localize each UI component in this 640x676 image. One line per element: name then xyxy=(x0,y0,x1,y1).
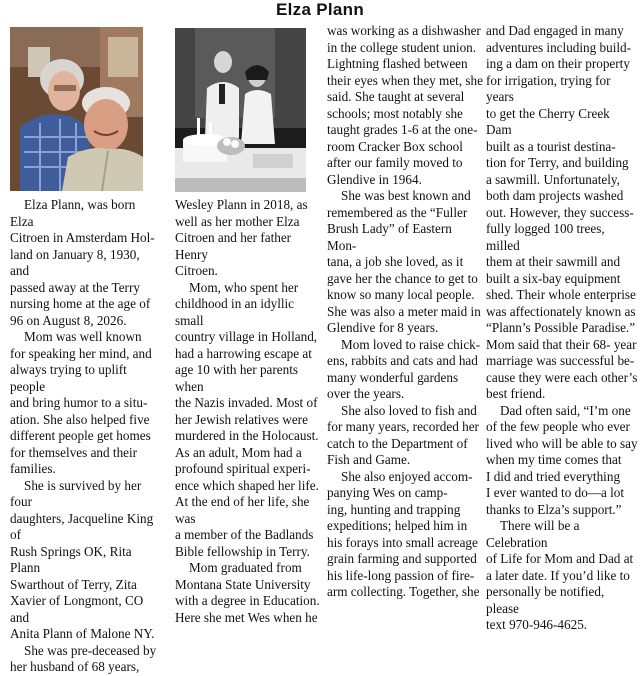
text-line: was affectionately known as xyxy=(486,303,636,319)
text-line: for irrigation, trying for years xyxy=(486,72,611,104)
text-line: lived who will be able to say xyxy=(486,435,638,451)
text-line: remembered as the “Fuller xyxy=(327,204,468,220)
text-line: a sawmill. Unfortunately, xyxy=(486,171,620,187)
text-line: adventures including build- xyxy=(486,39,632,55)
text-line: Mom graduated from xyxy=(189,560,302,575)
text-line: always trying to uplift people xyxy=(10,362,127,394)
text-line: She was also a meter maid in xyxy=(327,303,481,319)
text-line: daughters, Jacqueline King of xyxy=(10,510,154,542)
text-line: country village in Holland, xyxy=(175,329,318,344)
text-line: nursing home at the age of xyxy=(10,296,151,311)
text-line: built a six-bay equipment xyxy=(486,270,621,286)
text-line: She was pre-deceased by xyxy=(24,642,157,658)
text-line: different people get homes xyxy=(10,428,151,443)
text-line: for themselves and their xyxy=(10,444,138,460)
text-line: Citroen. xyxy=(175,263,218,278)
portrait-photo-icon xyxy=(10,27,143,191)
text-line: ing, hunting and trapping xyxy=(327,501,461,517)
text-line: Here she met Wes when he xyxy=(175,609,318,625)
text-line: and bring humor to a situ- xyxy=(10,395,148,410)
text-line: “Plann’s Possible Paradise.” xyxy=(486,320,636,335)
text-line: after our family moved to xyxy=(327,155,463,170)
text-line: Glendive in 1964. xyxy=(327,171,422,187)
text-line: text 970-946-4625. xyxy=(486,617,588,632)
text-line: She is survived by her four xyxy=(10,477,142,509)
text-line: Bible fellowship in Terry. xyxy=(175,543,310,559)
text-line: age 10 with her parents when xyxy=(175,362,299,394)
text-line: Mom was well known xyxy=(24,329,142,344)
text-line: 96 on August 8, 2026. xyxy=(10,312,127,328)
text-line: Fish and Game. xyxy=(327,452,411,467)
text-line: expeditions; helped him in xyxy=(327,518,468,533)
text-line: in the college student union. xyxy=(327,39,477,55)
text-line: She also enjoyed accom- xyxy=(341,468,473,484)
text-line: for many years, recorded her xyxy=(327,419,479,434)
text-line: them at their sawmill and xyxy=(486,254,621,269)
text-line: out. However, they success- xyxy=(486,204,634,220)
text-line: Mom said that their 68- year xyxy=(486,336,637,352)
text-line: for speaking her mind, and xyxy=(10,345,152,361)
text-line: of Life for Mom and Dad at xyxy=(486,551,634,566)
text-line: tion for Terry, and building xyxy=(486,155,629,170)
text-line: ation. She also helped five xyxy=(10,411,150,427)
photo-wedding-black-white xyxy=(175,28,306,192)
text-line: She also loved to fish and xyxy=(341,402,477,418)
text-line: land on January 8, 1930, and xyxy=(10,246,140,278)
text-line: Elza Plann, was born Elza xyxy=(10,197,136,229)
text-line: Xavier of Longmont, CO and xyxy=(10,593,144,625)
text-line: Citroen in Amsterdam Hol- xyxy=(10,230,155,245)
text-line: tana, a job she loved, as it xyxy=(327,254,464,269)
article-column-1 xyxy=(10,197,160,676)
text-line: with a degree in Education. xyxy=(175,593,320,608)
text-line: Montana State University xyxy=(175,576,311,592)
text-line: had a harrowing escape at xyxy=(175,345,312,361)
text-line: passed away at the Terry xyxy=(10,279,140,295)
text-line: There will be a Celebration xyxy=(486,518,580,550)
text-line: Lightning flashed between xyxy=(327,56,468,71)
text-line: I ever wanted to do—a lot xyxy=(486,485,625,500)
text-line: Anita Plann of Malone NY. xyxy=(10,626,155,641)
text-line: of the few people who ever xyxy=(486,419,630,434)
text-line: many wonderful gardens xyxy=(327,369,459,385)
text-line: was working as a dishwasher xyxy=(327,23,481,38)
text-line: Wesley Plann in 2018, as xyxy=(175,197,308,212)
article-column-3 xyxy=(327,23,483,601)
text-line: know so many local people. xyxy=(327,287,475,302)
text-line: shed. Their whole enterprise xyxy=(486,287,636,302)
text-line: fully logged 100 trees, milled xyxy=(486,221,605,253)
text-line: when my time comes that xyxy=(486,452,622,467)
text-line: She was best known and xyxy=(341,188,471,203)
text-line: Citroen and her father Henry xyxy=(175,230,292,262)
article-column-4 xyxy=(486,23,638,634)
text-line: marriage was successful be- xyxy=(486,353,635,368)
text-line: Brush Lady” of Eastern Mon- xyxy=(327,221,452,253)
text-line: to get the Cherry Creek Dam xyxy=(486,105,610,137)
text-line: and Dad engaged in many xyxy=(486,23,624,38)
text-line: taught grades 1-6 at the one- xyxy=(327,122,478,137)
text-line: Glendive for 8 years. xyxy=(327,320,439,335)
obituary-title: Elza Plann xyxy=(275,0,365,19)
text-line: schools; most notably she xyxy=(327,105,463,121)
text-line: Swarthout of Terry, Zita xyxy=(10,576,137,592)
text-line: their eyes when they met, she xyxy=(327,72,484,88)
text-line: both dam projects washed xyxy=(486,188,624,203)
text-line: a member of the Badlands xyxy=(175,527,314,542)
text-line: ing a dam on their property xyxy=(486,56,630,71)
article-column-2 xyxy=(175,197,325,626)
text-line: best friend. xyxy=(486,386,546,401)
text-line: Mom, who spent her xyxy=(189,279,299,295)
text-line: his forays into small acreage xyxy=(327,534,478,550)
text-line: her husband of 68 years, xyxy=(10,659,140,674)
text-line: over the years. xyxy=(327,386,405,401)
text-line: his life-long passion of fire- xyxy=(327,567,475,583)
text-line: personally be notified, please xyxy=(486,584,605,616)
wedding-photo-icon xyxy=(175,28,306,192)
text-line: Mom loved to raise chick- xyxy=(341,336,481,352)
text-line: grain farming and supported xyxy=(327,551,477,566)
text-line: families. xyxy=(10,461,56,476)
text-line: I did and tried everything xyxy=(486,468,621,484)
text-line: ens, rabbits and cats and had xyxy=(327,353,478,368)
text-line: profound spiritual experi- xyxy=(175,461,311,476)
text-line: arm collecting. Together, she xyxy=(327,584,480,599)
text-line: As an adult, Mom had a xyxy=(175,444,302,460)
text-line: well as her mother Elza xyxy=(175,213,300,229)
text-line: her Jewish relatives were xyxy=(175,411,308,427)
text-line: panying Wes on camp- xyxy=(327,485,448,500)
text-line: thanks to Elza’s support.” xyxy=(486,501,622,517)
text-line: cause they were each other’s xyxy=(486,369,638,385)
text-line: gave her the chance to get to xyxy=(327,270,478,286)
text-line: catch to the Department of xyxy=(327,435,468,451)
text-line: childhood in an idyllic small xyxy=(175,296,295,328)
text-line: ence which shaped her life. xyxy=(175,477,319,493)
text-line: murdered in the Holocaust. xyxy=(175,428,319,443)
text-line: the Nazis invaded. Most of xyxy=(175,395,318,410)
text-line: said. She taught at several xyxy=(327,89,465,104)
text-line: built as a tourist destina- xyxy=(486,138,616,154)
text-line: a later date. If you’d like to xyxy=(486,567,630,583)
text-line: room Cracker Box school xyxy=(327,138,463,154)
photo-elza-and-wes-color xyxy=(10,27,143,191)
text-line: At the end of her life, she was xyxy=(175,494,310,526)
text-line: Dad often said, “I’m one xyxy=(500,402,631,418)
text-line: Rush Springs OK, Rita Plann xyxy=(10,543,132,575)
